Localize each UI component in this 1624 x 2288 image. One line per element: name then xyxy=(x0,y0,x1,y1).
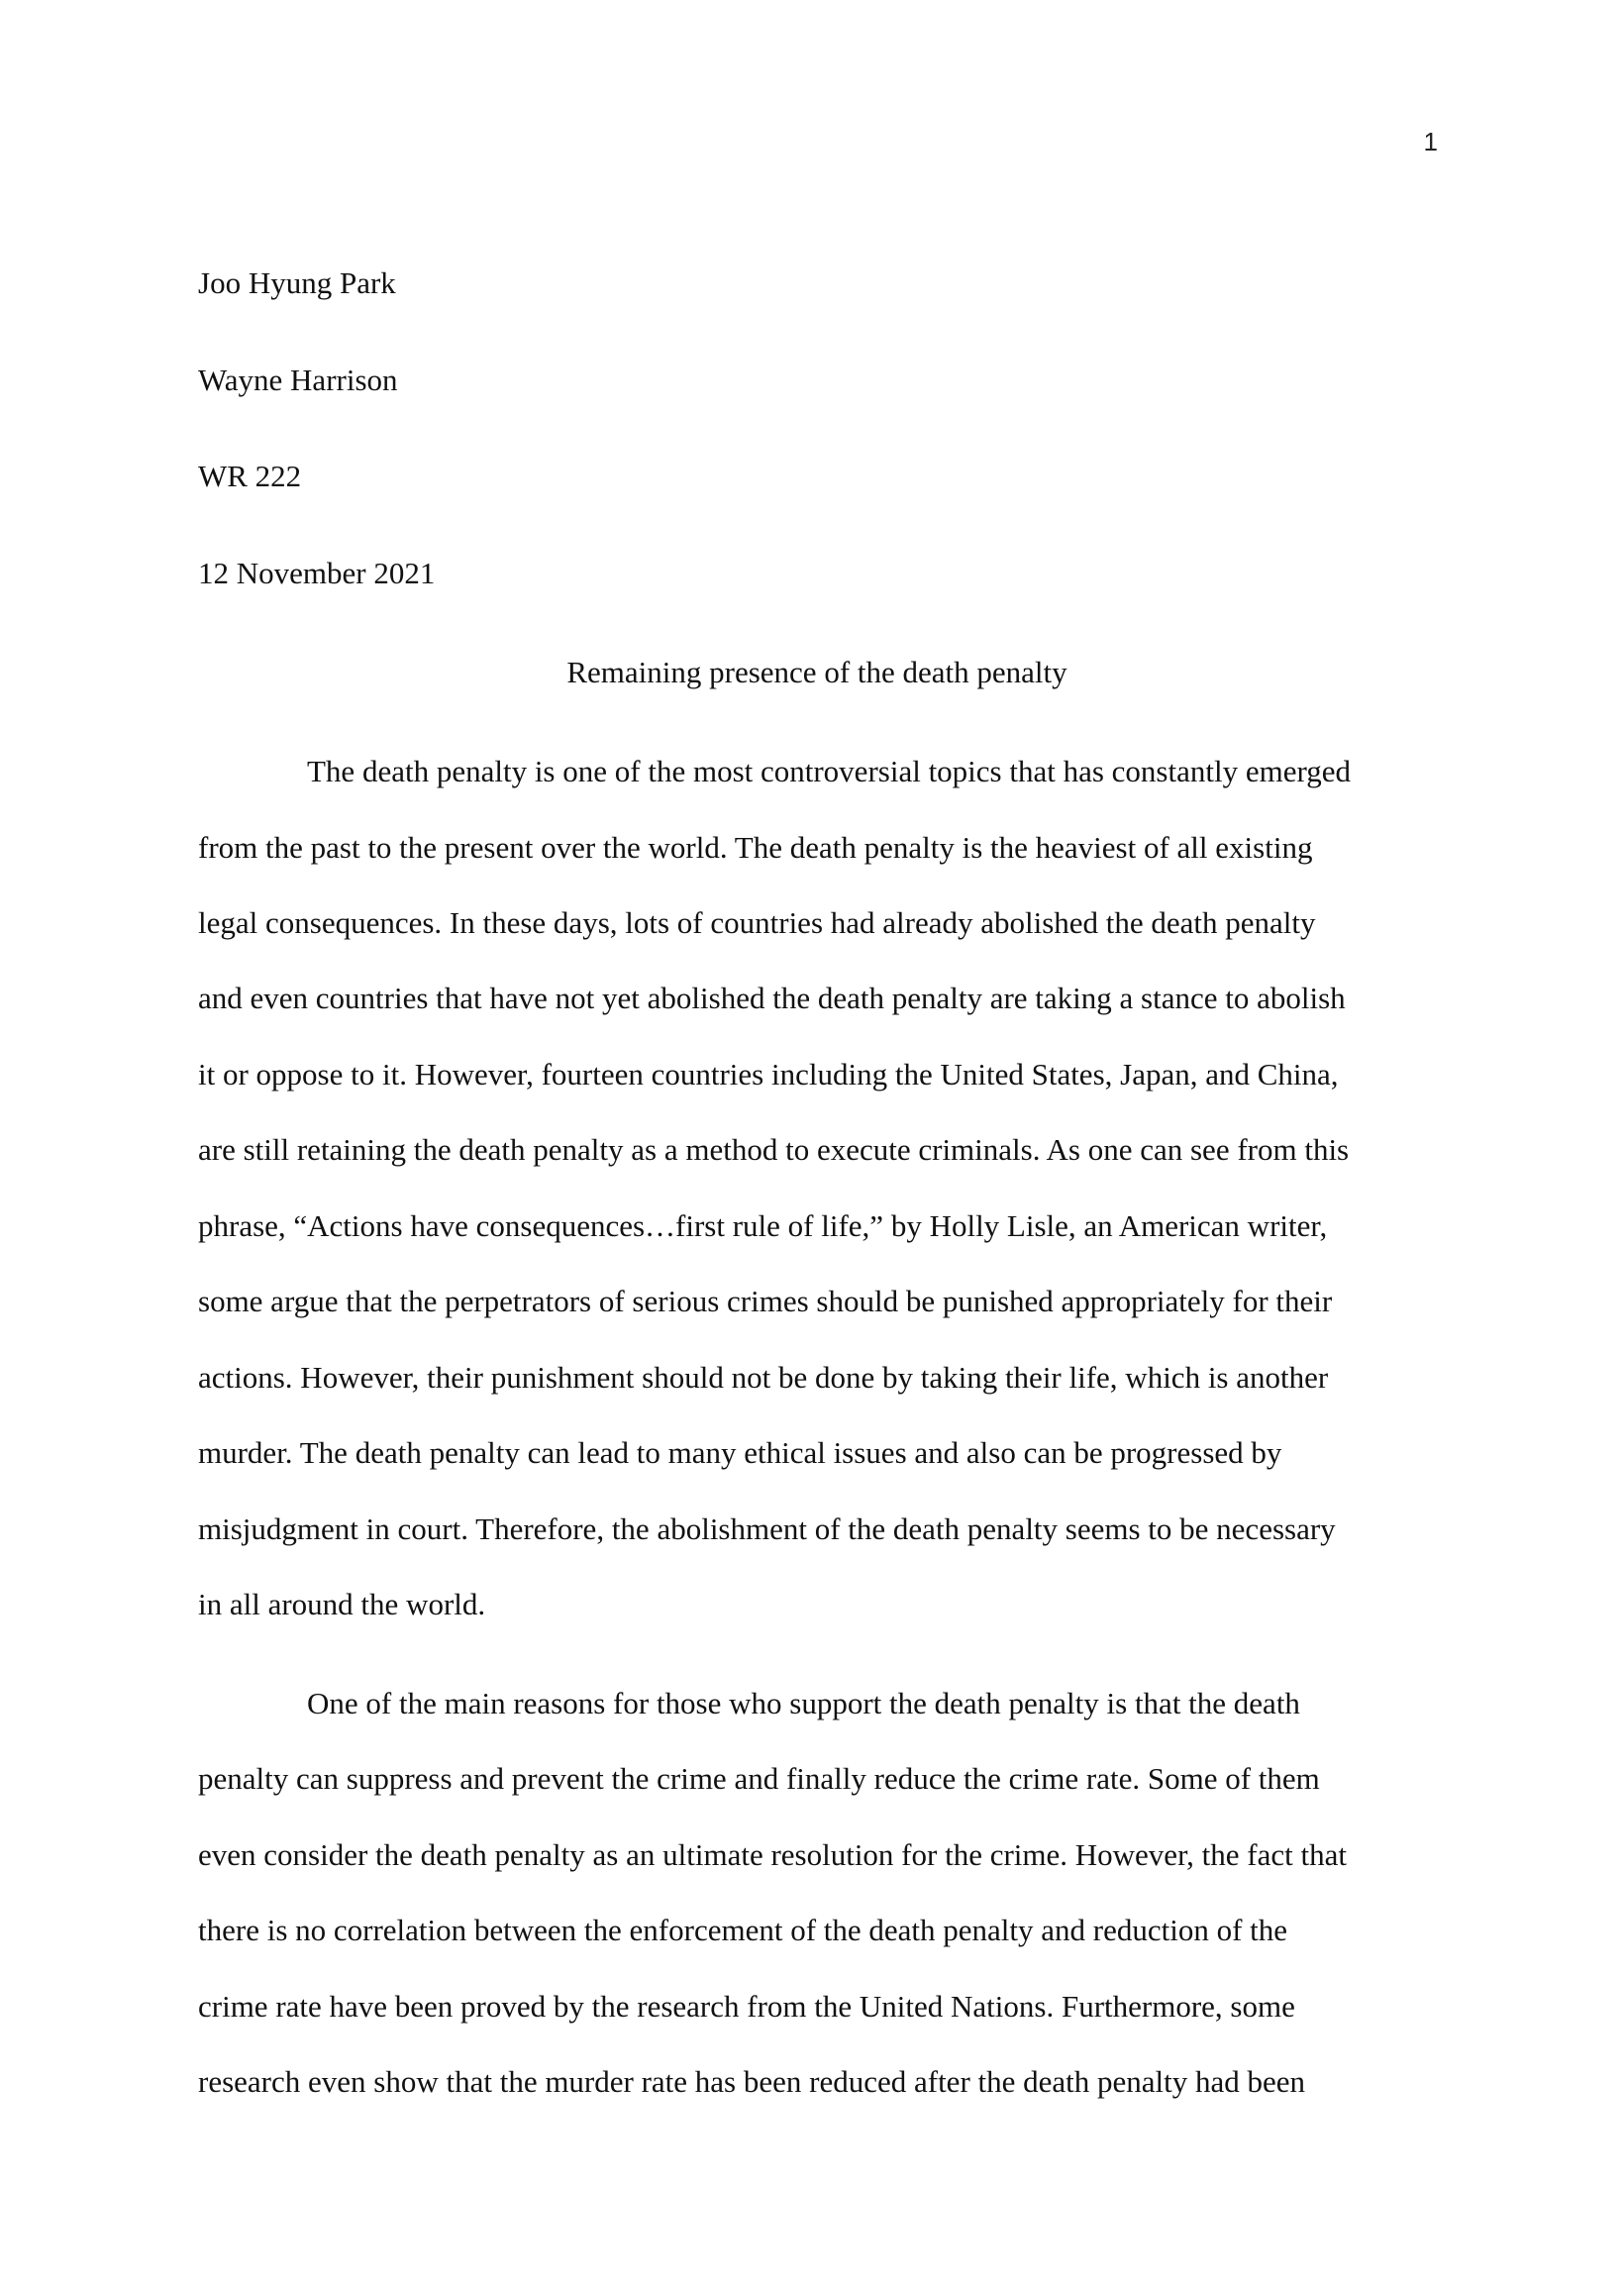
author-name: Joo Hyung Park xyxy=(198,265,396,300)
paragraph-line: in all around the world. xyxy=(198,1587,486,1621)
paragraph-line: from the past to the present over the world. The death penalty is the heaviest of all existing xyxy=(198,830,1313,865)
course-code: WR 222 xyxy=(198,459,302,493)
paragraph-line: One of the main reasons for those who support the death penalty is that the death xyxy=(307,1686,1300,1720)
paragraph-line: murder. The death penalty can lead to many ethical issues and also can be progressed by xyxy=(198,1435,1282,1470)
paragraph-line: phrase, “Actions have consequences…first rule of life,” by Holly Lisle, an American writer, xyxy=(198,1208,1328,1243)
paragraph-line: actions. However, their punishment should not be done by taking their life, which is another xyxy=(198,1360,1329,1395)
paragraph-line: are still retaining the death penalty as a method to execute criminals. As one can see from this xyxy=(198,1132,1350,1167)
paragraph-line: crime rate have been proved by the research from the United Nations. Furthermore, some xyxy=(198,1989,1295,2024)
instructor-name: Wayne Harrison xyxy=(198,363,398,397)
document-date: 12 November 2021 xyxy=(198,556,436,590)
paragraph-line: misjudgment in court. Therefore, the abolishment of the death penalty seems to be necessary xyxy=(198,1511,1336,1546)
paragraph-line: penalty can suppress and prevent the crime and finally reduce the crime rate. Some of them xyxy=(198,1761,1320,1796)
paragraph-line: even consider the death penalty as an ultimate resolution for the crime. However, the fact that xyxy=(198,1837,1347,1872)
paragraph-line: some argue that the perpetrators of serious crimes should be punished appropriately for their xyxy=(198,1284,1333,1318)
essay-title: Remaining presence of the death penalty xyxy=(566,655,1067,689)
paragraph-line: legal consequences. In these days, lots of countries had already abolished the death penalty xyxy=(198,905,1316,940)
page-number: 1 xyxy=(1423,127,1438,156)
paragraph-line: The death penalty is one of the most controversial topics that has constantly emerged xyxy=(307,754,1351,788)
paragraph-line: and even countries that have not yet abolished the death penalty are taking a stance to abolish xyxy=(198,981,1346,1015)
paragraph-line: there is no correlation between the enforcement of the death penalty and reduction of the xyxy=(198,1913,1288,1947)
paragraph-line: it or oppose to it. However, fourteen countries including the United States, Japan, and China, xyxy=(198,1057,1339,1092)
paragraph-line: research even show that the murder rate has been reduced after the death penalty had been xyxy=(198,2064,1306,2099)
